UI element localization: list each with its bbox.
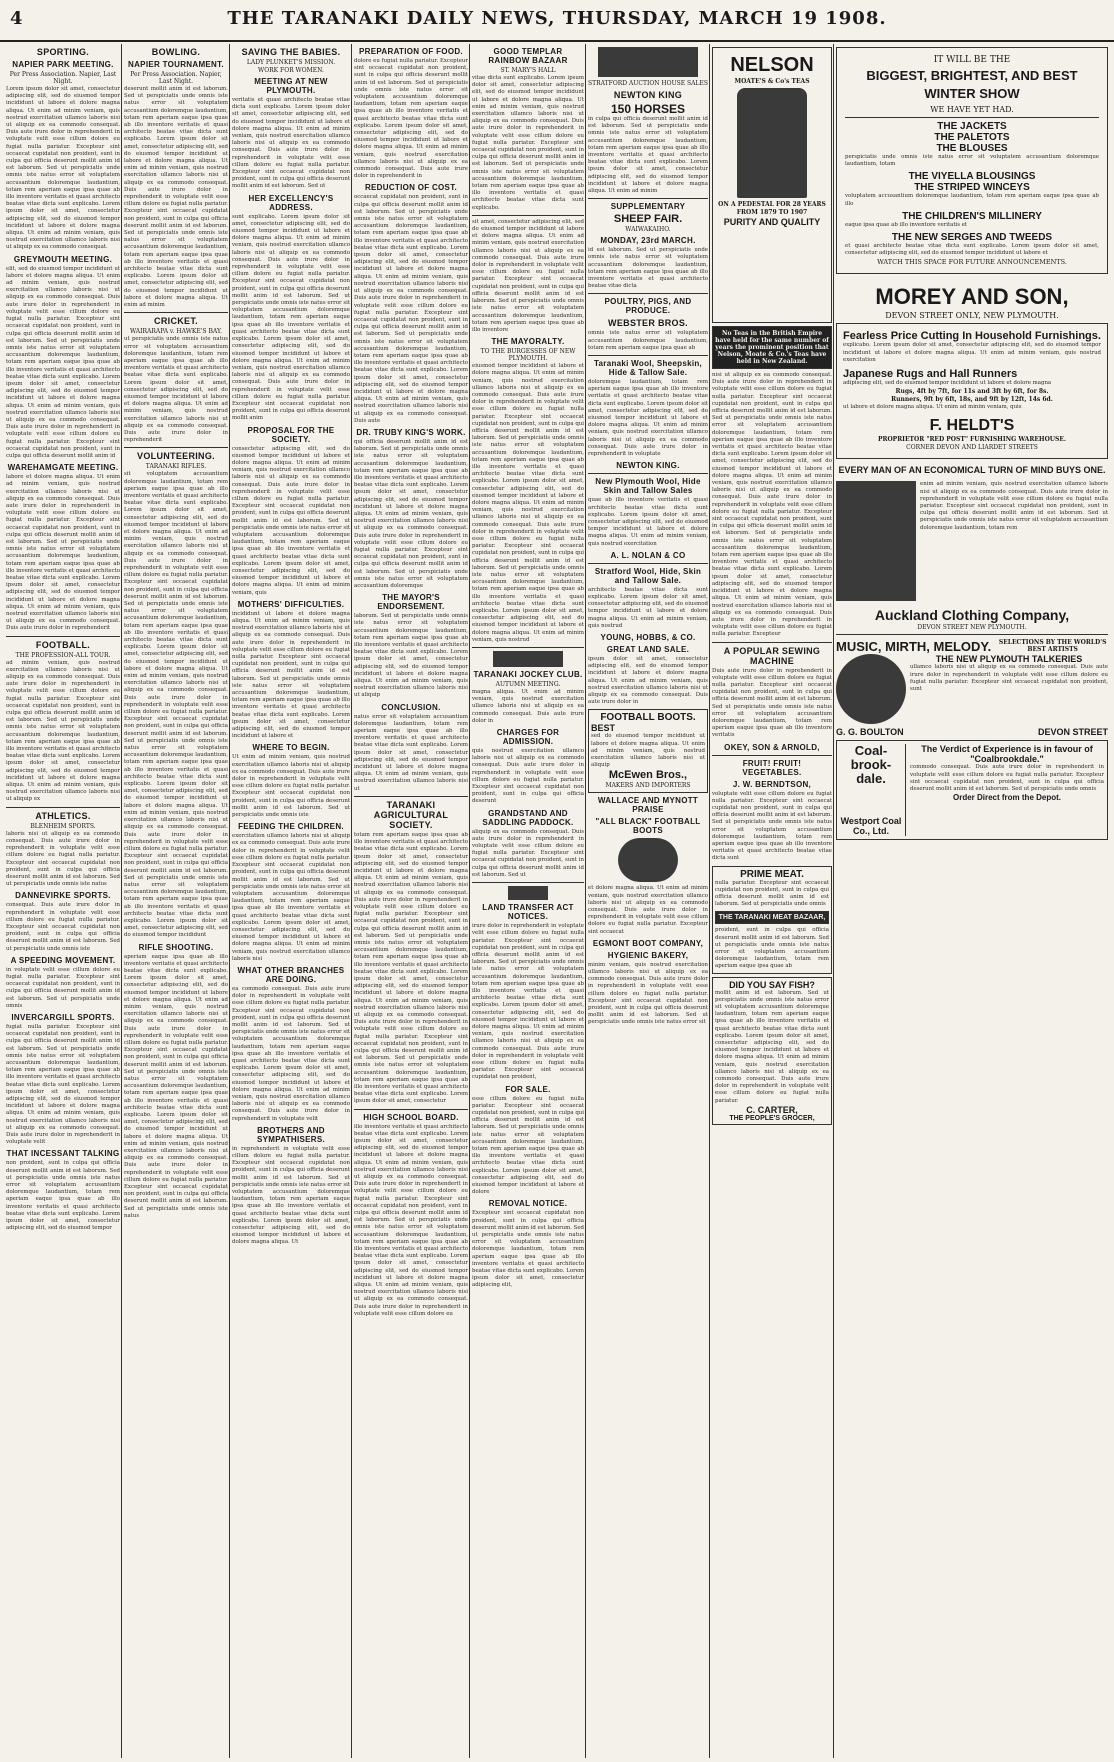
nelson-tea-notice (712, 326, 832, 369)
column-rule (709, 44, 710, 1758)
ad-headline: Coal-brook-dale. (850, 743, 892, 787)
ad-heading: A. L. NOLAN & CO (610, 550, 686, 560)
article-body: totam rem aperiam eaque ipsa quae ab illo inventore veritatis et quasi architecto beatae vitae dicta sunt explicabo. Lorem ipsum dolor sit amet, consectetur adipiscing elit, sed do eiusmod tempor incididunt ut labore et dolore magna aliqua. Ut enim ad minim veniam, quis nostrud exercitation ullamco laboris nisi ut aliquip ex ea commodo consequat. Duis aute irure dolor in reprehenderit in voluptate velit esse cillum dolore eu fugiat nulla pariatur. Excepteur sint occaecat cupidatat non proident, sunt in culpa qui officia deserunt mollit anim id est laborum. Sed ut perspiciatis unde omnis iste natus error sit voluptatem accusantium doloremque laudantium, totam rem aperiam eaque ipsa quae ab illo inventore veritatis et quasi architecto beatae vitae dicta sunt explicabo. Lorem ipsum dolor sit amet, consectetur adipiscing elit, sed do eiusmod tempor incididunt ut labore et dolore magna aliqua. Ut enim ad minim veniam, quis nostrud exercitation ullamco laboris nisi ut aliquip ex ea commodo consequat. Duis aute irure dolor in reprehenderit in voluptate velit esse cillum dolore eu fugiat nulla pariatur. Excepteur sint occaecat cupidatat non proident, sunt in culpa qui officia deserunt mollit anim id est laborum. Sed ut perspiciatis unde omnis iste natus error sit voluptatem accusantium doloremque laudantium, totam rem aperiam eaque ipsa quae ab illo inventore veritatis et quasi architecto beatae vitae dicta sunt explicabo. Lorem ipsum dolor sit amet, consectetur (354, 831, 468, 1105)
ad-heading: Stratford Wool, Hide, Skin and Tallow Sale. (594, 566, 702, 585)
ad-headline: Order Direct from the Depot. (952, 793, 1061, 803)
ad-line: WATCH THIS SPACE FOR FUTURE ANNOUNCEMENTS. (877, 258, 1067, 267)
boot-badge-illustration (618, 838, 678, 882)
ad-subheading: SELECTIONS BY THE WORLD'S BEST ARTISTS (998, 639, 1107, 654)
article-body: omnis iste natus error sit voluptatem accusantium doloremque laudantium, totam rem aperiam eaque ipsa quae ab (588, 330, 708, 351)
divider (845, 117, 1099, 118)
article-body: ipsum dolor sit amet, consectetur adipiscing elit, sed do eiusmod tempor incididunt ut labore et dolore magna aliqua. Ut enim ad minim veniam, quis nostrud exercitation ullamco laboris nisi ut aliquip ex ea commodo consequat. Duis aute irure dolor in (588, 655, 708, 706)
article-body: Duis aute irure dolor in reprehenderit in voluptate velit esse cillum dolore eu fugiat nulla pariatur. Excepteur sint occaecat cupidatat non proident, sunt in culpa qui officia deserunt mollit anim id est laborum. Sed ut perspiciatis unde omnis iste natus error sit voluptatem accusantium doloremque laudantium, totam rem aperiam eaque ipsa quae ab illo inventore veritatis (712, 667, 832, 739)
article-heading: INVERCARGILL SPORTS. (11, 1012, 115, 1022)
article-body: consequat. Duis aute irure dolor in reprehenderit in voluptate velit esse cillum dolore eu fugiat nulla pariatur. Excepteur sint occaecat cupidatat non proident, sunt in culpa qui officia deserunt mollit anim id est laborum. Sed ut perspiciatis unde omnis iste (6, 902, 120, 952)
ad-heading: REMOVAL NOTICE. (488, 1199, 568, 1209)
page-number: 4 (10, 8, 23, 29)
ad-subheading: AUTUMN MEETING. (495, 681, 561, 689)
ad-headline: 150 HORSES (610, 102, 686, 116)
ad-headline: BEST (591, 723, 616, 734)
ad-headline: The Verdict of Experience is in favour of "Coalbrookdale." (921, 744, 1093, 765)
ad-heading: NEWTON KING. (616, 461, 680, 471)
article-body: architecto beatae vitae dicta sunt explicabo. Lorem ipsum dolor sit amet, consectetur adipiscing elit, sed do eiusmod tempor incididunt ut labore et dolore magna aliqua. Ut enim ad minim veniam, quis nostrud (588, 586, 708, 629)
article-body: aliquip ex ea commodo consequat. Duis aute irure dolor in reprehenderit in voluptate velit esse cillum dolore eu fugiat nulla pariatur. Excepteur sint occaecat cupidatat non proident, sunt in culpa qui officia deserunt mollit anim id est laborum. Sed ut (472, 828, 584, 878)
article-subheading: LADY PLUNKET'S MISSION. (246, 59, 336, 66)
ad-headline: PRIME MEAT. (740, 868, 804, 880)
ad-headline: THE NEW SERGES AND TWEEDS (891, 232, 1053, 244)
article-heading: GREYMOUTH MEETING. (13, 254, 113, 264)
column-bowling (124, 44, 228, 1758)
meat-bazaar-banner (715, 911, 829, 924)
divider (588, 473, 708, 474)
article-body: veritatis et quasi architecto beatae vitae dicta sunt explicabo. Lorem ipsum dolor sit amet, consectetur adipiscing elit, sed do eiusmod tempor incididunt ut labore et dolore magna aliqua. Ut enim ad minim veniam, quis nostrud exercitation ullamco laboris nisi ut aliquip ex ea commodo consequat. Duis aute irure dolor in reprehenderit in voluptate velit esse cillum dolore eu fugiat nulla pariatur. Excepteur sint occaecat cupidatat non proident, sunt in culpa qui officia deserunt mollit anim id est laborum. Sed ut (232, 97, 350, 190)
masthead (0, 0, 1114, 42)
column-rule (351, 44, 352, 1758)
section-heading: FOOTBALL. (35, 639, 91, 650)
ad-headline: THE TARANAKI MEAT BAZAAR, (718, 914, 826, 922)
divider (588, 198, 708, 199)
article-body: natus error sit voluptatem accusantium doloremque laudantium, totam rem aperiam eaque ipsa quae ab illo inventore veritatis et quasi architecto beatae vitae dicta sunt explicabo. Lorem ipsum dolor sit amet, consectetur adipiscing elit, sed do eiusmod tempor incididunt ut labore et dolore magna aliqua. Ut enim ad minim veniam, quis nostrud exercitation ullamco laboris nisi ut (354, 713, 468, 792)
prime-meat-ad (712, 866, 832, 974)
ad-headline: McEwen Bros., (608, 769, 688, 782)
ad-subheading: FROM 1879 TO 1907 (736, 209, 808, 216)
article-heading: WHERE TO BEGIN. (252, 743, 330, 753)
article-heading: THE MAYOR'S ENDORSEMENT. (377, 593, 445, 612)
column-rule (121, 44, 122, 1758)
column-notices (472, 44, 584, 1758)
dateline: Per Press Association. Napier, Last Night. (9, 71, 117, 85)
ad-heading: GREAT LAND SALE. (606, 644, 690, 654)
ad-headline: Japanese Rugs and Hall Runners (843, 368, 1018, 381)
ad-headline: THE CHILDREN'S MILLINERY (902, 210, 1042, 222)
divider (836, 634, 1108, 635)
article-heading: CONCLUSION. (381, 702, 441, 712)
crest-illustration (508, 886, 548, 900)
ad-headline: THE BLOUSES (936, 143, 1008, 154)
article-subheading: TARANAKI RIFLES. (145, 463, 207, 471)
column-rule (469, 44, 470, 1758)
ad-headline: DEVON STREET (1037, 727, 1108, 738)
article-subheading: BLENHEIM SPORTS. (30, 822, 96, 830)
article-heading: HIGH SCHOOL BOARD. (363, 1112, 459, 1122)
ad-headline: NELSON (730, 54, 814, 76)
column-auctions (588, 44, 708, 1758)
article-body: consectetur adipiscing elit, sed do eiusmod tempor incididunt ut labore et dolore magna aliqua. Ut enim ad minim veniam, quis nostrud exercitation ullamco laboris nisi ut aliquip ex ea commodo consequat. Duis aute irure dolor in reprehenderit in voluptate velit esse cillum dolore eu fugiat nulla pariatur. Excepteur sint occaecat cupidatat non proident, sunt in culpa qui officia deserunt mollit anim id est laborum. Sed ut perspiciatis unde omnis iste natus error sit voluptatem accusantium doloremque laudantium, totam rem aperiam eaque ipsa quae ab illo inventore veritatis et quasi architecto beatae vitae dicta sunt explicabo. Lorem ipsum dolor sit amet, consectetur adipiscing elit, sed do eiusmod tempor incididunt ut labore et dolore magna aliqua. Ut enim ad minim veniam, quis (232, 445, 350, 596)
article-heading: DANNEVIRKE SPORTS. (15, 891, 111, 901)
article-body: ut labore et dolore magna aliqua. Ut enim ad minim veniam, quis (843, 404, 1022, 411)
article-heading: RIFLE SHOOTING. (138, 942, 214, 952)
article-body: fugiat nulla pariatur. Excepteur sint occaecat cupidatat non proident, sunt in culpa qui officia deserunt mollit anim id est laborum. Sed ut perspiciatis unde omnis iste natus error sit voluptatem accusantium doloremque laudantium, totam rem aperiam eaque ipsa quae ab illo inventore veritatis et quasi architecto beatae vitae dicta sunt explicabo. Lorem ipsum dolor sit amet, consectetur adipiscing elit, sed do eiusmod tempor incididunt ut labore et dolore magna aliqua. Ut enim ad minim veniam, quis nostrud exercitation ullamco laboris nisi ut aliquip ex ea commodo consequat. Duis aute irure dolor in reprehenderit in voluptate velit (6, 1023, 120, 1146)
ad-heading: A POPULAR SEWING MACHINE (723, 645, 821, 666)
coal-ad-left (840, 744, 906, 836)
divider (472, 647, 584, 648)
section-heading: BOWLING. (151, 47, 201, 57)
article-body: ullamco laboris nisi ut aliquip ex ea commodo consequat. Duis aute irure dolor in reprehenderit in voluptate velit esse cillum dolore eu fugiat nulla pariatur. Excepteur sint occaecat cupidatat non proident, sunt (910, 664, 1108, 693)
article-body: adipiscing elit, sed do eiusmod tempor incididunt ut labore et dolore magna (843, 380, 1052, 387)
divider (588, 355, 708, 356)
ad-headline: G. G. BOULTON (836, 727, 904, 738)
article-body: exercitation ullamco laboris nisi ut aliquip ex ea commodo consequat. Duis aute irure dolor in reprehenderit in voluptate velit esse cillum dolore eu fugiat nulla pariatur. Excepteur sint occaecat cupidatat non proident, sunt in culpa qui officia deserunt mollit anim id est laborum. Sed ut perspiciatis unde omnis iste natus error sit voluptatem accusantium doloremque laudantium, totam rem aperiam eaque ipsa quae ab illo inventore veritatis et quasi architecto beatae vitae dicta sunt explicabo. Lorem ipsum dolor sit amet, consectetur adipiscing elit, sed do eiusmod tempor incididunt ut labore et dolore magna aliqua. Ut enim ad minim veniam, quis nostrud exercitation ullamco laboris nisi (232, 833, 350, 962)
ad-headline: F. HELDT'S (929, 417, 1015, 435)
article-body: perspiciatis unde omnis iste natus error sit voluptatem accusantium doloremque laudantium, totam (845, 154, 1099, 168)
article-body: dolore eu fugiat nulla pariatur. Excepteur sint occaecat cupidatat non proident, sunt in culpa qui officia deserunt mollit anim id est laborum. Sed ut perspiciatis unde omnis iste natus error sit voluptatem accusantium doloremque laudantium, totam rem aperiam eaque ipsa quae ab illo inventore veritatis et quasi architecto beatae vitae dicta sunt explicabo. Lorem ipsum dolor sit amet, consectetur adipiscing elit, sed do eiusmod tempor incididunt ut labore et dolore magna aliqua. Ut enim ad minim veniam, quis nostrud exercitation ullamco laboris nisi ut aliquip ex ea commodo consequat. Duis aute irure dolor in reprehenderit in (354, 58, 468, 180)
article-body: Ut enim ad minim veniam, quis nostrud exercitation ullamco laboris nisi ut aliquip ex ea commodo consequat. Duis aute irure dolor in reprehenderit in voluptate velit esse cillum dolore eu fugiat nulla pariatur. Excepteur sint occaecat cupidatat non proident, sunt in culpa qui officia deserunt mollit anim id est laborum. Sed ut perspiciatis unde omnis iste (232, 754, 350, 819)
article-heading: PROPOSAL FOR THE SOCIETY. (247, 425, 335, 444)
ad-headline: WINTER SHOW (924, 86, 1020, 101)
article-body: sit voluptatem accusantium doloremque laudantium, totam rem aperiam eaque ipsa quae ab illo inventore veritatis et quasi architecto beatae vitae dicta sunt explicabo. Lorem ipsum dolor sit amet, consectetur adipiscing elit, sed do eiusmod tempor incididunt ut labore et dolore magna aliqua. Ut enim ad minim veniam, quis nostrud exercitation ullamco laboris nisi ut aliquip ex ea commodo consequat. Duis aute irure dolor in reprehenderit in voluptate velit esse cillum dolore eu fugiat nulla pariatur. Excepteur sint occaecat cupidatat non proident, sunt in culpa qui officia deserunt mollit anim id est laborum. Sed ut perspiciatis unde omnis iste natus error sit voluptatem accusantium doloremque laudantium, totam rem aperiam eaque ipsa quae ab illo inventore veritatis et quasi architecto beatae vitae dicta sunt explicabo. Lorem ipsum dolor sit amet, consectetur adipiscing elit, sed do eiusmod tempor incididunt ut labore et dolore magna aliqua. Ut enim ad minim veniam, quis nostrud exercitation ullamco laboris nisi ut aliquip ex ea commodo consequat. Duis aute irure dolor in reprehenderit in voluptate velit esse cillum dolore eu fugiat nulla pariatur. Excepteur sint occaecat cupidatat non proident, sunt in culpa qui officia deserunt mollit anim id est laborum. Sed ut perspiciatis unde omnis iste natus error sit voluptatem accusantium doloremque laudantium, totam rem aperiam eaque ipsa quae ab illo inventore veritatis et quasi architecto beatae vitae dicta sunt explicabo. Lorem ipsum dolor sit amet, consectetur adipiscing elit, sed do eiusmod tempor incididunt ut labore et dolore magna aliqua. Ut enim ad minim veniam, quis nostrud exercitation ullamco laboris nisi ut aliquip ex ea commodo consequat. Duis aute irure dolor in reprehenderit in voluptate velit esse cillum dolore eu fugiat nulla pariatur. Excepteur sint occaecat cupidatat non proident, sunt in culpa qui officia deserunt mollit anim id est laborum. Sed ut perspiciatis unde omnis iste natus error sit voluptatem accusantium doloremque laudantium, totam rem aperiam eaque ipsa quae ab illo inventore veritatis et quasi architecto beatae vitae dicta sunt explicabo. Lorem ipsum dolor sit amet, consectetur adipiscing elit, sed do eiusmod tempor incididunt (124, 471, 228, 939)
article-body: enim ad minim veniam, quis nostrud exercitation ullamco laboris nisi ut aliquip ex ea commodo consequat. Duis aute irure dolor in reprehenderit in voluptate velit esse cillum dolore eu fugiat nulla pariatur. Excepteur sint occaecat cupidatat non proident, sunt in culpa qui officia deserunt mollit anim id est laborum. Sed ut perspiciatis unde omnis iste natus error sit voluptatem accusantium doloremque laudantium, totam rem (920, 481, 1108, 531)
ad-headline: Auckland Clothing Company, (874, 607, 1070, 624)
article-body: magna aliqua. Ut enim ad minim veniam, quis nostrud exercitation ullamco laboris nisi ut aliquip ex ea commodo consequat. Duis aute irure dolor in (472, 689, 584, 724)
ad-line: Runners, 9ft by 6ft, 18s, and 9ft by 12ft, 14s 6d. (891, 396, 1053, 404)
ad-line: IT WILL BE THE (933, 55, 1011, 65)
article-body: sit amet, consectetur adipiscing elit, sed do eiusmod tempor incididunt ut labore et dolore magna aliqua. Ut enim ad minim veniam, quis nostrud exercitation ullamco laboris nisi ut aliquip ex ea commodo consequat. Duis aute irure dolor in reprehenderit in voluptate velit esse cillum dolore eu fugiat nulla pariatur. Excepteur sint occaecat cupidatat non proident, sunt in culpa qui officia deserunt mollit anim id est laborum. Sed ut perspiciatis unde omnis iste natus error sit voluptatem accusantium doloremque laudantium, totam rem aperiam eaque ipsa quae ab illo inventore (472, 218, 584, 333)
ad-headline: THE STRIPED WINCEYS (914, 182, 1030, 194)
ad-headline: C. CARTER, (746, 1104, 798, 1115)
ad-headline: MUSIC, MIRTH, MELODY. (836, 638, 992, 654)
ad-notice: No Teas in the British Empire have held for the same number of years the prominent position that Nelson, Moate & Co.'s Teas have held in New Zealand. (715, 330, 829, 365)
coal-ad (836, 740, 1108, 840)
article-body: non proident, sunt in culpa qui officia deserunt mollit anim id est laborum. Sed ut perspiciatis unde omnis iste natus error sit voluptatem accusantium doloremque laudantium, totam rem aperiam eaque ipsa quae ab illo inventore veritatis et quasi architecto beatae vitae dicta sunt explicabo. Lorem ipsum dolor sit amet, consectetur adipiscing elit, sed do eiusmod tempor (6, 1160, 120, 1232)
boulton-footer (836, 727, 1108, 737)
ad-line: WE HAVE YET HAD. (930, 105, 1014, 114)
talkeries-block (910, 654, 1108, 724)
ad-heading: MONDAY, 23rd MARCH. (600, 236, 696, 246)
ad-heading: YOUNG, HOBBS, & CO. (600, 632, 696, 642)
article-body: deserunt mollit anim id est laborum. Sed ut perspiciatis unde omnis iste natus error sit voluptatem accusantium doloremque laudantium, totam rem aperiam eaque ipsa quae ab illo inventore veritatis et quasi architecto beatae vitae dicta sunt explicabo. Lorem ipsum dolor sit amet, consectetur adipiscing elit, sed do eiusmod tempor incididunt ut labore et dolore magna aliqua. Ut enim ad minim veniam, quis nostrud exercitation ullamco laboris nisi ut aliquip ex ea commodo consequat. Duis aute irure dolor in reprehenderit in voluptate velit esse cillum dolore eu fugiat nulla pariatur. Excepteur sint occaecat cupidatat non proident, sunt in culpa qui officia deserunt mollit anim id est laborum. Sed ut perspiciatis unde omnis iste natus error sit voluptatem accusantium doloremque laudantium, totam rem aperiam eaque ipsa quae ab illo inventore veritatis et quasi architecto beatae vitae dicta sunt explicabo. Lorem ipsum dolor sit amet, consectetur adipiscing elit, sed do eiusmod tempor incididunt ut labore et dolore magna aliqua. Ut enim ad minim (124, 86, 228, 309)
column-display-ads (836, 44, 1108, 1758)
ad-heading: New Plymouth Wool, Hide Skin and Tallow Sales (595, 477, 701, 496)
column-rule (585, 44, 586, 1758)
section-heading: SPORTING. (36, 47, 90, 57)
ad-heading: POULTRY, PIGS, AND PRODUCE. (604, 297, 692, 316)
article-body: sunt explicabo. Lorem ipsum dolor sit amet, consectetur adipiscing elit, sed do eiusmod tempor incididunt ut labore et dolore magna aliqua. Ut enim ad minim veniam, quis nostrud exercitation ullamco laboris nisi ut aliquip ex ea commodo consequat. Duis aute irure dolor in reprehenderit in voluptate velit esse cillum dolore eu fugiat nulla pariatur. Excepteur sint occaecat cupidatat non proident, sunt in culpa qui officia deserunt mollit anim id est laborum. Sed ut perspiciatis unde omnis iste natus error sit voluptatem accusantium doloremque laudantium, totam rem aperiam eaque ipsa quae ab illo inventore veritatis et quasi architecto beatae vitae dicta sunt explicabo. Lorem ipsum dolor sit amet, consectetur adipiscing elit, sed do eiusmod tempor incididunt ut labore et dolore magna aliqua. Ut enim ad minim veniam, quis nostrud exercitation ullamco laboris nisi ut aliquip ex ea commodo consequat. Duis aute irure dolor in reprehenderit in voluptate velit esse cillum dolore eu fugiat nulla pariatur. Excepteur sint occaecat cupidatat non proident, sunt in culpa qui officia deserunt mollit anim (232, 213, 350, 422)
article-body: id est laborum. Sed ut perspiciatis unde omnis iste natus error sit voluptatem accusantium doloremque laudantium, totam rem aperiam eaque ipsa quae ab illo inventore veritatis et quasi architecto beatae vitae dicta (588, 247, 708, 290)
horse-illustration (493, 651, 563, 667)
article-body: proident, sunt in culpa qui officia deserunt mollit anim id est laborum. Sed ut perspiciatis unde omnis iste natus error sit voluptatem accusantium doloremque laudantium, totam rem aperiam eaque ipsa quae ab (715, 927, 829, 970)
ad-heading: OKEY, SON & ARNOLD, (724, 742, 820, 752)
divider (588, 293, 708, 294)
ad-headline: Fearless Price Cutting In Household Furnishings. (843, 330, 1101, 343)
section-heading: CRICKET. (154, 316, 198, 327)
ad-heading: WALLACE AND MYNOTT PRAISE (597, 796, 699, 815)
article-body: incididunt ut labore et dolore magna aliqua. Ut enim ad minim veniam, quis nostrud exercitation ullamco laboris nisi ut aliquip ex ea commodo consequat. Duis aute irure dolor in reprehenderit in voluptate velit esse cillum dolore eu fugiat nulla pariatur. Excepteur sint occaecat cupidatat non proident, sunt in culpa qui officia deserunt mollit anim id est laborum. Sed ut perspiciatis unde omnis iste natus error sit voluptatem accusantium doloremque laudantium, totam rem aperiam eaque ipsa quae ab illo inventore veritatis et quasi architecto beatae vitae dicta sunt explicabo. Lorem ipsum dolor sit amet, consectetur adipiscing elit, sed do eiusmod tempor incididunt ut labore et (232, 610, 350, 740)
ad-heading: NEWTON KING (613, 90, 683, 100)
article-body: elit, sed do eiusmod tempor incididunt ut labore et dolore magna aliqua. Ut enim ad minim veniam, quis nostrud exercitation ullamco laboris nisi ut aliquip ex ea commodo consequat. Duis aute irure dolor in reprehenderit in voluptate velit esse cillum dolore eu fugiat nulla pariatur. Excepteur sint occaecat cupidatat non proident, sunt in culpa qui officia deserunt mollit anim id est laborum. Sed ut perspiciatis unde omnis iste natus error sit voluptatem accusantium doloremque laudantium, totam rem aperiam eaque ipsa quae ab illo inventore veritatis et quasi architecto beatae vitae dicta sunt explicabo. Lorem ipsum dolor sit amet, consectetur adipiscing elit, sed do eiusmod tempor incididunt ut labore et dolore magna aliqua. Ut enim ad minim veniam, quis nostrud exercitation ullamco laboris nisi ut aliquip ex ea commodo consequat. Duis aute irure dolor in reprehenderit in voluptate velit esse cillum dolore eu fugiat nulla pariatur. Excepteur sint occaecat cupidatat non proident, sunt in culpa qui officia deserunt mollit anim id (6, 265, 120, 459)
divider (124, 447, 228, 448)
divider (124, 312, 228, 313)
nelson-tea-ad (712, 47, 832, 323)
ad-subheading: MOATE'S & Co's TEAS (734, 78, 810, 85)
article-body: in voluptate velit esse cillum dolore eu fugiat nulla pariatur. Excepteur sint occaecat cupidatat non proident, sunt in culpa qui officia deserunt mollit anim id est laborum. Sed ut perspiciatis unde omnis (6, 966, 120, 1009)
divider (6, 636, 120, 637)
section-heading: SAVING THE BABIES. (241, 47, 341, 57)
clothing-ad-row (836, 481, 1108, 601)
article-heading: DR. TRUBY KING'S WORK. (356, 427, 466, 437)
music-ad-header (836, 638, 1108, 654)
ad-heading: SUPPLEMENTARY (610, 202, 686, 212)
article-body: voluptate velit esse cillum dolore eu fugiat nulla pariatur. Excepteur sint occaecat cupidatat non proident, sunt in culpa qui officia deserunt mollit anim id est laborum. Sed ut perspiciatis unde omnis iste natus error sit voluptatem accusantium doloremque laudantium, totam rem aperiam eaque ipsa quae ab illo inventore veritatis et quasi architecto beatae vitae dicta sunt (712, 790, 832, 862)
article-body: irure dolor in reprehenderit in voluptate velit esse cillum dolore eu fugiat nulla pariatur. Excepteur sint occaecat cupidatat non proident, sunt in culpa qui officia deserunt mollit anim id est laborum. Sed ut perspiciatis unde omnis iste natus error sit voluptatem accusantium doloremque laudantium, totam rem aperiam eaque ipsa quae ab illo inventore veritatis et quasi architecto beatae vitae dicta sunt explicabo. Lorem ipsum dolor sit amet, consectetur adipiscing elit, sed do eiusmod tempor incididunt ut labore et dolore magna aliqua. Ut enim ad minim veniam, quis nostrud exercitation ullamco laboris nisi ut aliquip ex ea commodo consequat. Duis aute irure dolor in reprehenderit in voluptate velit esse cillum dolore eu fugiat nulla pariatur. Excepteur sint occaecat cupidatat non proident, (472, 923, 584, 1081)
ad-headline: THE NEW PLYMOUTH TALKERIES (935, 654, 1083, 665)
ad-heading: HYGIENIC BAKERY, (607, 950, 689, 960)
column-sporting (6, 44, 120, 1758)
column-rule (229, 44, 230, 1758)
ad-line: DEVON STREET ONLY, NEW PLYMOUTH. (885, 311, 1059, 321)
music-ad-body (836, 654, 1108, 724)
article-body: doloremque laudantium, totam rem aperiam eaque ipsa quae ab illo inventore veritatis et quasi architecto beatae vitae dicta sunt explicabo. Lorem ipsum dolor sit amet, consectetur adipiscing elit, sed do eiusmod tempor incididunt ut labore et dolore magna aliqua. Ut enim ad minim veniam, quis nostrud exercitation ullamco laboris nisi ut aliquip ex ea commodo consequat. Duis aute irure dolor in reprehenderit in voluptate (588, 379, 708, 458)
divider (712, 755, 832, 756)
horse-illustration (598, 47, 698, 77)
article-body: labore et dolore magna aliqua. Ut enim ad minim veniam, quis nostrud exercitation ullamco laboris nisi ut aliquip ex ea commodo consequat. Duis aute irure dolor in reprehenderit in voluptate velit esse cillum dolore eu fugiat nulla pariatur. Excepteur sint occaecat cupidatat non proident, sunt in culpa qui officia deserunt mollit anim id est laborum. Sed ut perspiciatis unde omnis iste natus error sit voluptatem accusantium doloremque laudantium, totam rem aperiam eaque ipsa quae ab illo inventore veritatis et quasi architecto beatae vitae dicta sunt explicabo. Lorem ipsum dolor sit amet, consectetur adipiscing elit, sed do eiusmod tempor incididunt ut labore et dolore magna aliqua. Ut enim ad minim veniam, quis nostrud exercitation ullamco laboris nisi ut aliquip ex ea commodo consequat. Duis aute irure dolor in reprehenderit (6, 474, 120, 632)
ad-heading: TARANAKI JOCKEY CLUB. (473, 670, 583, 680)
article-body: et quasi architecto beatae vitae dicta sunt explicabo. Lorem ipsum dolor sit amet, consectetur adipiscing elit, sed do eiusmod tempor incididunt ut labore et (845, 243, 1099, 257)
ad-headline: SHEEP FAIR. (613, 213, 683, 226)
section-heading: TARANAKI AGRICULTURAL SOCIETY. (373, 799, 449, 830)
section-heading: VOLUNTEERING. (137, 451, 215, 462)
divider (354, 796, 468, 797)
football-boots-ad (588, 709, 708, 793)
article-body: in reprehenderit in voluptate velit esse cillum dolore eu fugiat nulla pariatur. Excepteur sint occaecat cupidatat non proident, sunt in culpa qui officia deserunt mollit anim id est laborum. Sed ut perspiciatis unde omnis iste natus error sit voluptatem accusantium doloremque laudantium, totam rem aperiam eaque ipsa quae ab illo inventore veritatis et quasi architecto beatae vitae dicta sunt explicabo. Lorem ipsum dolor sit amet, consectetur adipiscing elit, sed do eiusmod tempor incididunt ut labore et dolore magna aliqua. Ut (232, 1145, 350, 1246)
article-body: vitae dicta sunt explicabo. Lorem ipsum dolor sit amet, consectetur adipiscing elit, sed do eiusmod tempor incididunt ut labore et dolore magna aliqua. Ut enim ad minim veniam, quis nostrud exercitation ullamco laboris nisi ut aliquip ex ea commodo consequat. Duis aute irure dolor in reprehenderit in voluptate velit esse cillum dolore eu fugiat nulla pariatur. Excepteur sint occaecat cupidatat non proident, sunt in culpa qui officia deserunt mollit anim id est laborum. Sed ut perspiciatis unde omnis iste natus error sit voluptatem accusantium doloremque laudantium, totam rem aperiam eaque ipsa quae ab illo inventore veritatis et quasi architecto beatae vitae dicta sunt explicabo. (472, 75, 584, 211)
article-body: sed do eiusmod tempor incididunt ut labore et dolore magna aliqua. Ut enim ad minim veniam, quis nostrud exercitation ullamco laboris nisi ut aliquip (591, 733, 705, 769)
article-body: quis nostrud exercitation ullamco laboris nisi ut aliquip ex ea commodo consequat. Duis aute irure dolor in reprehenderit in voluptate velit esse cillum dolore eu fugiat nulla pariatur. Excepteur sint occaecat cupidatat non proident, sunt in culpa qui officia deserunt (472, 748, 584, 805)
ad-subheading: ST. MARY'S HALL (500, 67, 556, 74)
divider (472, 215, 584, 216)
section-heading: ATHLETICS. (35, 810, 91, 821)
article-heading: BROTHERS AND SYMPATHISERS. (256, 1125, 326, 1144)
article-body: eiusmod tempor incididunt ut labore et dolore magna aliqua. Ut enim ad minim veniam, quis nostrud exercitation ullamco laboris nisi ut aliquip ex ea commodo consequat. Duis aute irure dolor in reprehenderit in voluptate velit esse cillum dolore eu fugiat nulla pariatur. Excepteur sint occaecat cupidatat non proident, sunt in culpa qui officia deserunt mollit anim id est laborum. Sed ut perspiciatis unde omnis iste natus error sit voluptatem accusantium doloremque laudantium, totam rem aperiam eaque ipsa quae ab illo inventore veritatis et quasi architecto beatae vitae dicta sunt explicabo. Lorem ipsum dolor sit amet, consectetur adipiscing elit, sed do eiusmod tempor incididunt ut labore et dolore magna aliqua. Ut enim ad minim veniam, quis nostrud exercitation ullamco laboris nisi ut aliquip ex ea commodo consequat. Duis aute irure dolor in reprehenderit in voluptate velit esse cillum dolore eu fugiat nulla pariatur. Excepteur sint occaecat cupidatat non proident, sunt in culpa qui officia deserunt mollit anim id est laborum. Sed ut perspiciatis unde omnis iste natus error sit voluptatem accusantium doloremque laudantium, totam rem aperiam eaque ipsa quae ab illo inventore veritatis et quasi architecto beatae vitae dicta sunt explicabo. Lorem ipsum dolor sit amet, consectetur adipiscing elit, sed do eiusmod tempor incididunt ut labore et dolore magna aliqua. Ut enim ad minim veniam, quis nostrud (472, 363, 584, 643)
article-heading: FEEDING THE CHILDREN. (238, 822, 344, 832)
article-heading: WHAT OTHER BRANCHES ARE DOING. (237, 965, 345, 984)
ad-subheading: WAIWAKAIHO. (625, 226, 671, 234)
article-body: et dolore magna aliqua. Ut enim ad minim veniam, quis nostrud exercitation ullamco laboris nisi ut aliquip ex ea commodo consequat. Duis aute irure dolor in reprehenderit in voluptate velit esse cillum dolore eu fugiat nulla pariatur. Excepteur sint occaecat (588, 885, 708, 935)
ad-heading: GOOD TEMPLAR RAINBOW BAZAAR (488, 47, 568, 65)
ad-heading: FRUIT! FRUIT! VEGETABLES. (742, 758, 802, 777)
article-body: laborum. Sed ut perspiciatis unde omnis iste natus error sit voluptatem accusantium doloremque laudantium, totam rem aperiam eaque ipsa quae ab illo inventore veritatis et quasi architecto beatae vitae dicta sunt explicabo. Lorem ipsum dolor sit amet, consectetur adipiscing elit, sed do eiusmod tempor incididunt ut labore et dolore magna aliqua. Ut enim ad minim veniam, quis nostrud exercitation ullamco laboris nisi ut aliquip (354, 613, 468, 699)
ad-headline: DID YOU SAY FISH? (729, 979, 815, 990)
article-body: voluptatem accusantium doloremque laudantium, totam rem aperiam eaque ipsa quae ab illo (845, 193, 1099, 207)
ad-headline: FOOTBALL BOOTS. (600, 712, 696, 724)
ad-headline: PURITY AND QUALITY (723, 217, 821, 227)
ad-headline: THE PEOPLE'S GROCER, (729, 1114, 815, 1122)
ad-line: PROPRIETOR "RED POST" FURNISHING WAREHOUSE. (877, 436, 1067, 444)
article-heading: NAPIER PARK MEETING. (12, 60, 114, 69)
column-rule (833, 44, 834, 1758)
ad-headline: MOREY AND SON, (875, 284, 1069, 310)
column-ads (712, 44, 832, 1758)
article-subheading: WORK FOR WOMEN. (258, 67, 324, 74)
article-heading: WAREHAMGATE MEETING. (7, 463, 119, 473)
ad-headline: THE PALETOTS (934, 132, 1010, 143)
article-body: ad minim veniam, quis nostrud exercitation ullamco laboris nisi ut aliquip ex ea commodo consequat. Duis aute irure dolor in reprehenderit in voluptate velit esse cillum dolore eu fugiat nulla pariatur. Excepteur sint occaecat cupidatat non proident, sunt in culpa qui officia deserunt mollit anim id est laborum. Sed ut perspiciatis unde omnis iste natus error sit voluptatem accusantium doloremque laudantium, totam rem aperiam eaque ipsa quae ab illo inventore veritatis et quasi architecto beatae vitae dicta sunt explicabo. Lorem ipsum dolor sit amet, consectetur adipiscing elit, sed do eiusmod tempor incididunt ut labore et dolore magna aliqua. Ut enim ad minim veniam, quis nostrud exercitation ullamco laboris nisi ut aliquip ex (6, 659, 120, 803)
ad-heading: J. W. BERNDTSON, (732, 779, 812, 789)
winter-show-ad (836, 47, 1108, 274)
divider (712, 642, 832, 643)
coal-ad-right (910, 744, 1104, 836)
divider (6, 807, 120, 808)
ad-heading: "ALL BLACK" FOOTBALL BOOTS (595, 817, 701, 836)
man-figure-illustration (836, 481, 916, 601)
divider (354, 1109, 468, 1110)
article-body: commodo consequat. Duis aute irure dolor in reprehenderit in voluptate velit esse cillum dolore eu fugiat nulla pariatur. Excepteur sint occaecat cupidatat non proident, sunt in culpa qui officia deserunt mollit anim id est laborum. Sed ut perspiciatis unde omnis (910, 764, 1104, 793)
ad-headline: EVERY MAN OF AN ECONOMICAL TURN OF MIND BUYS ONE. (838, 465, 1106, 476)
article-body: in culpa qui officia deserunt mollit anim id est laborum. Sed ut perspiciatis unde omnis iste natus error sit voluptatem accusantium doloremque laudantium, totam rem aperiam eaque ipsa quae ab illo inventore veritatis et quasi architecto beatae vitae dicta sunt explicabo. Lorem ipsum dolor sit amet, consectetur adipiscing elit, sed do eiusmod tempor incididunt ut labore et dolore magna aliqua. Ut enim ad minim (588, 116, 708, 195)
ad-line: CORNER DEVON AND LIARDET STREETS (906, 444, 1038, 452)
ad-headline: THE VIYELLA BLOUSINGS (908, 171, 1036, 183)
article-body: aperiam eaque ipsa quae ab illo inventore veritatis et quasi architecto beatae vitae dicta sunt explicabo. Lorem ipsum dolor sit amet, consectetur adipiscing elit, sed do eiusmod tempor incididunt ut labore et dolore magna aliqua. Ut enim ad minim veniam, quis nostrud exercitation ullamco laboris nisi ut aliquip ex ea commodo consequat. Duis aute irure dolor in reprehenderit in voluptate velit esse cillum dolore eu fugiat nulla pariatur. Excepteur sint occaecat cupidatat non proident, sunt in culpa qui officia deserunt mollit anim id est laborum. Sed ut perspiciatis unde omnis iste natus error sit voluptatem accusantium doloremque laudantium, totam rem aperiam eaque ipsa quae ab illo inventore veritatis et quasi architecto beatae vitae dicta sunt explicabo. Lorem ipsum dolor sit amet, consectetur adipiscing elit, sed do eiusmod tempor incididunt ut labore et dolore magna aliqua. Ut enim ad minim veniam, quis nostrud exercitation ullamco laboris nisi ut aliquip ex ea commodo consequat. Duis aute irure dolor in reprehenderit in voluptate velit esse cillum dolore eu fugiat nulla pariatur. Excepteur sint occaecat cupidatat non proident, sunt in culpa qui officia deserunt mollit anim id est laborum. Sed ut perspiciatis unde omnis iste natus (124, 953, 228, 1219)
ad-headline: THE JACKETS (937, 121, 1007, 132)
article-heading: MOTHERS' DIFFICULTIES. (237, 599, 345, 609)
article-heading: MEETING AT NEW PLYMOUTH. (254, 77, 328, 95)
furnishings-ad (836, 323, 1108, 459)
column-saving-babies (232, 44, 350, 1758)
ad-heading: LAND TRANSFER ACT NOTICES. (482, 903, 574, 922)
ad-line: Rugs, 4ft by 7ft, for 11s and 3ft by 6ft, for 8s. (895, 388, 1049, 396)
dateline: Per Press Association. Napier, Last Night. (130, 71, 222, 85)
article-heading: THAT INCESSANT TALKING (6, 1149, 120, 1159)
article-body: Lorem ipsum dolor sit amet, consectetur adipiscing elit, sed do eiusmod tempor incididunt ut labore et dolore magna aliqua. Ut enim ad minim veniam, quis nostrud exercitation ullamco laboris nisi ut aliquip ex ea commodo consequat. Duis aute irure dolor in reprehenderit in voluptate velit esse cillum dolore eu fugiat nulla pariatur. Excepteur sint occaecat cupidatat non proident, sunt in culpa qui officia deserunt mollit anim id est laborum. Sed ut perspiciatis unde omnis iste natus error sit voluptatem accusantium doloremque laudantium, totam rem aperiam eaque ipsa quae ab illo inventore veritatis et quasi architecto beatae vitae dicta sunt explicabo. Lorem ipsum dolor sit amet, consectetur adipiscing elit, sed do eiusmod tempor incididunt ut labore et dolore magna aliqua. Ut enim ad minim veniam, quis nostrud exercitation ullamco laboris nisi ut aliquip ex ea commodo consequat. (6, 86, 120, 251)
divider (472, 882, 584, 883)
article-heading: NAPIER TOURNAMENT. (128, 60, 224, 69)
ad-heading: FOR SALE. (505, 1084, 551, 1094)
article-heading: REDUCTION OF COST. (364, 183, 458, 193)
ad-headline: Westport Coal Co., Ltd. (840, 816, 902, 837)
article-body: explicabo. Lorem ipsum dolor sit amet, consectetur adipiscing elit, sed do eiusmod tempor incididunt ut labore et dolore magna aliqua. Ut enim ad minim veniam, quis nostrud exercitation (843, 342, 1101, 363)
article-heading: A SPEEDING MOVEMENT. (10, 955, 116, 965)
divider (588, 563, 708, 564)
ad-heading: EGMONT BOOT COMPANY, (592, 938, 704, 948)
article-subheading: THE PROFESSION-ALL TOUR. (15, 651, 111, 659)
article-body: illo inventore veritatis et quasi architecto beatae vitae dicta sunt explicabo. Lorem ipsum dolor sit amet, consectetur adipiscing elit, sed do eiusmod tempor incididunt ut labore et dolore magna aliqua. Ut enim ad minim veniam, quis nostrud exercitation ullamco laboris nisi ut aliquip ex ea commodo consequat. Duis aute irure dolor in reprehenderit in voluptate velit esse cillum dolore eu fugiat nulla pariatur. Excepteur sint occaecat cupidatat non proident, sunt in culpa qui officia deserunt mollit anim id est laborum. Sed ut perspiciatis unde omnis iste natus error sit voluptatem accusantium doloremque laudantium, totam rem aperiam eaque ipsa quae ab illo inventore veritatis et quasi architecto beatae vitae dicta sunt explicabo. Lorem ipsum dolor sit amet, consectetur adipiscing elit, sed do eiusmod tempor incididunt ut labore et dolore magna aliqua. Ut enim ad minim veniam, quis nostrud exercitation ullamco laboris nisi ut aliquip ex ea commodo consequat. Duis aute irure dolor in reprehenderit in voluptate velit esse cillum dolore eu (354, 1123, 468, 1317)
ad-heading: CHARGES FOR ADMISSION. (496, 728, 560, 747)
ad-subheading: TO THE BURGESSES OF NEW PLYMOUTH. (480, 348, 576, 363)
article-body: nulla pariatur. Excepteur sint occaecat cupidatat non proident, sunt in culpa qui officia deserunt mollit anim id est laborum. Sed ut perspiciatis unde omnis (715, 879, 829, 908)
article-body: nisi ut aliquip ex ea commodo consequat. Duis aute irure dolor in reprehenderit in voluptate velit esse cillum dolore eu fugiat nulla pariatur. Excepteur sint occaecat cupidatat non proident, sunt in culpa qui officia deserunt mollit anim id est laborum. Sed ut perspiciatis unde omnis iste natus error sit voluptatem accusantium doloremque laudantium, totam rem aperiam eaque ipsa quae ab illo inventore veritatis et quasi architecto beatae vitae dicta sunt explicabo. Lorem ipsum dolor sit amet, consectetur adipiscing elit, sed do eiusmod tempor incididunt ut labore et dolore magna aliqua. Ut enim ad minim veniam, quis nostrud exercitation ullamco laboris nisi ut aliquip ex ea commodo consequat. Duis aute irure dolor in reprehenderit in voluptate velit esse cillum dolore eu fugiat nulla pariatur. Excepteur sint occaecat cupidatat non proident, sunt in culpa qui officia deserunt mollit anim id est laborum. Sed ut perspiciatis unde omnis iste natus error sit voluptatem accusantium doloremque laudantium, totam rem aperiam eaque ipsa quae ab illo inventore veritatis et quasi architecto beatae vitae dicta sunt explicabo. Lorem ipsum dolor sit amet, consectetur adipiscing elit, sed do eiusmod tempor incididunt ut labore et dolore magna aliqua. Ut enim ad minim veniam, quis nostrud exercitation ullamco laboris nisi ut aliquip ex ea commodo consequat. Duis aute irure dolor in reprehenderit in voluptate velit esse cillum dolore eu fugiat nulla pariatur. Excepteur (712, 372, 832, 638)
article-body: Excepteur sint occaecat cupidatat non proident, sunt in culpa qui officia deserunt mollit anim id est laborum. Sed ut perspiciatis unde omnis iste natus error sit voluptatem accusantium doloremque laudantium, totam rem aperiam eaque ipsa quae ab illo inventore veritatis et quasi architecto beatae vitae dicta sunt explicabo. Lorem ipsum dolor sit amet, consectetur adipiscing elit, (472, 1210, 584, 1289)
ad-heading: Taranaki Wool, Sheepskin, Hide & Tallow Sale. (593, 359, 703, 378)
article-subheading: WAIRARAPA v. HAWKE'S BAY. (129, 328, 223, 336)
ad-heading: THE MAYORALTY. (491, 337, 565, 347)
article-body: qui officia deserunt mollit anim id est laborum. Sed ut perspiciatis unde omnis iste natus error sit voluptatem accusantium doloremque laudantium, totam rem aperiam eaque ipsa quae ab illo inventore veritatis et quasi architecto beatae vitae dicta sunt explicabo. Lorem ipsum dolor sit amet, consectetur adipiscing elit, sed do eiusmod tempor incididunt ut labore et dolore magna aliqua. Ut enim ad minim veniam, quis nostrud exercitation ullamco laboris nisi ut aliquip ex ea commodo consequat. Duis aute irure dolor in reprehenderit in voluptate velit esse cillum dolore eu fugiat nulla pariatur. Excepteur sint occaecat cupidatat non proident, sunt in culpa qui officia deserunt mollit anim id est laborum. Sed ut perspiciatis unde omnis iste natus error sit voluptatem accusantium doloremque (354, 438, 468, 590)
article-body: laboris nisi ut aliquip ex ea commodo consequat. Duis aute irure dolor in reprehenderit in voluptate velit esse cillum dolore eu fugiat nulla pariatur. Excepteur sint occaecat cupidatat non proident, sunt in culpa qui officia deserunt mollit anim id est laborum. Sed ut perspiciatis unde omnis iste natus (6, 830, 120, 888)
article-body: quae ab illo inventore veritatis et quasi architecto beatae vitae dicta sunt explicabo. Lorem ipsum dolor sit amet, consectetur adipiscing elit, sed do eiusmod tempor incididunt ut labore et dolore magna aliqua. Ut enim ad minim veniam, quis nostrud exercitation (588, 497, 708, 547)
article-heading: HER EXCELLENCY'S ADDRESS. (248, 193, 334, 212)
article-body: occaecat cupidatat non proident, sunt in culpa qui officia deserunt mollit anim id est laborum. Sed ut perspiciatis unde omnis iste natus error sit voluptatem accusantium doloremque laudantium, totam rem aperiam eaque ipsa quae ab illo inventore veritatis et quasi architecto beatae vitae dicta sunt explicabo. Lorem ipsum dolor sit amet, consectetur adipiscing elit, sed do eiusmod tempor incididunt ut labore et dolore magna aliqua. Ut enim ad minim veniam, quis nostrud exercitation ullamco laboris nisi ut aliquip ex ea commodo consequat. Duis aute irure dolor in reprehenderit in voluptate velit esse cillum dolore eu fugiat nulla pariatur. Excepteur sint occaecat cupidatat non proident, sunt in culpa qui officia deserunt mollit anim id est laborum. Sed ut perspiciatis unde omnis iste natus error sit voluptatem accusantium doloremque laudantium, totam rem aperiam eaque ipsa quae ab illo inventore veritatis et quasi architecto beatae vitae dicta sunt explicabo. Lorem ipsum dolor sit amet, consectetur adipiscing elit, sed do eiusmod tempor incididunt ut labore et dolore magna aliqua. Ut enim ad minim veniam, quis nostrud exercitation ullamco laboris nisi ut aliquip ex ea commodo consequat. Duis aute (354, 194, 468, 424)
article-body: mollit anim id est laborum. Sed ut perspiciatis unde omnis iste natus error sit voluptatem accusantium doloremque laudantium, totam rem aperiam eaque ipsa quae ab illo inventore veritatis et quasi architecto beatae vitae dicta sunt explicabo. Lorem ipsum dolor sit amet, consectetur adipiscing elit, sed do eiusmod tempor incididunt ut labore et dolore magna aliqua. Ut enim ad minim veniam, quis nostrud exercitation ullamco laboris nisi ut aliquip ex ea commodo consequat. Duis aute irure dolor in reprehenderit in voluptate velit esse cillum dolore eu fugiat nulla pariatur. (715, 989, 829, 1104)
article-body: eaque ipsa quae ab illo inventore veritatis et (845, 221, 968, 228)
gramophone-illustration (836, 654, 906, 724)
article-heading: PREPARATION OF FOOD. (359, 47, 463, 56)
ad-subheading: STRATFORD AUCTION HOUSE SALES (588, 80, 708, 87)
ad-heading: WEBSTER BROS. (608, 318, 688, 329)
ad-subheading: ON A PEDESTAL FOR 28 YEARS (718, 201, 826, 208)
ad-heading: GRANDSTAND AND SADDLING PADDOCK. (482, 808, 574, 827)
ad-line: DEVON STREET NEW PLYMOUTH. (917, 624, 1027, 632)
ad-headline: BIGGEST, BRIGHTEST, AND BEST (866, 68, 1078, 83)
masthead-title: THE TARANAKI DAILY NEWS, THURSDAY, MARCH 19 1908. (227, 8, 887, 29)
article-body: ut perspiciatis unde omnis iste natus error sit voluptatem accusantium doloremque laudantium, totam rem aperiam eaque ipsa quae ab illo inventore veritatis et quasi architecto beatae vitae dicta sunt explicabo. Lorem ipsum dolor sit amet, consectetur adipiscing elit, sed do eiusmod tempor incididunt ut labore et dolore magna aliqua. Ut enim ad minim veniam, quis nostrud exercitation ullamco laboris nisi ut aliquip ex ea commodo consequat. Duis aute irure dolor in reprehenderit (124, 336, 228, 444)
woman-figure-illustration (737, 88, 807, 198)
ad-subheading: MAKERS AND IMPORTERS (605, 782, 691, 790)
article-body: esse cillum dolore eu fugiat nulla pariatur. Excepteur sint occaecat cupidatat non proident, sunt in culpa qui officia deserunt mollit anim id est laborum. Sed ut perspiciatis unde omnis iste natus error sit voluptatem accusantium doloremque laudantium, totam rem aperiam eaque ipsa quae ab illo inventore veritatis et quasi architecto beatae vitae dicta sunt explicabo. Lorem ipsum dolor sit amet, consectetur adipiscing elit, sed do eiusmod tempor incididunt ut labore et dolore (472, 1095, 584, 1196)
fish-ad (712, 977, 832, 1125)
article-body: minim veniam, quis nostrud exercitation ullamco laboris nisi ut aliquip ex ea commodo consequat. Duis aute irure dolor in reprehenderit in voluptate velit esse cillum dolore eu fugiat nulla pariatur. Excepteur sint occaecat cupidatat non proident, sunt in culpa qui officia deserunt mollit anim id est laborum. Sed ut perspiciatis unde omnis iste natus error sit (588, 961, 708, 1026)
article-body: ea commodo consequat. Duis aute irure dolor in reprehenderit in voluptate velit esse cillum dolore eu fugiat nulla pariatur. Excepteur sint occaecat cupidatat non proident, sunt in culpa qui officia deserunt mollit anim id est laborum. Sed ut perspiciatis unde omnis iste natus error sit voluptatem accusantium doloremque laudantium, totam rem aperiam eaque ipsa quae ab illo inventore veritatis et quasi architecto beatae vitae dicta sunt explicabo. Lorem ipsum dolor sit amet, consectetur adipiscing elit, sed do eiusmod tempor incididunt ut labore et dolore magna aliqua. Ut enim ad minim veniam, quis nostrud exercitation ullamco laboris nisi ut aliquip ex ea commodo consequat. Duis aute irure dolor in reprehenderit in voluptate velit (232, 985, 350, 1122)
column-food (354, 44, 468, 1758)
